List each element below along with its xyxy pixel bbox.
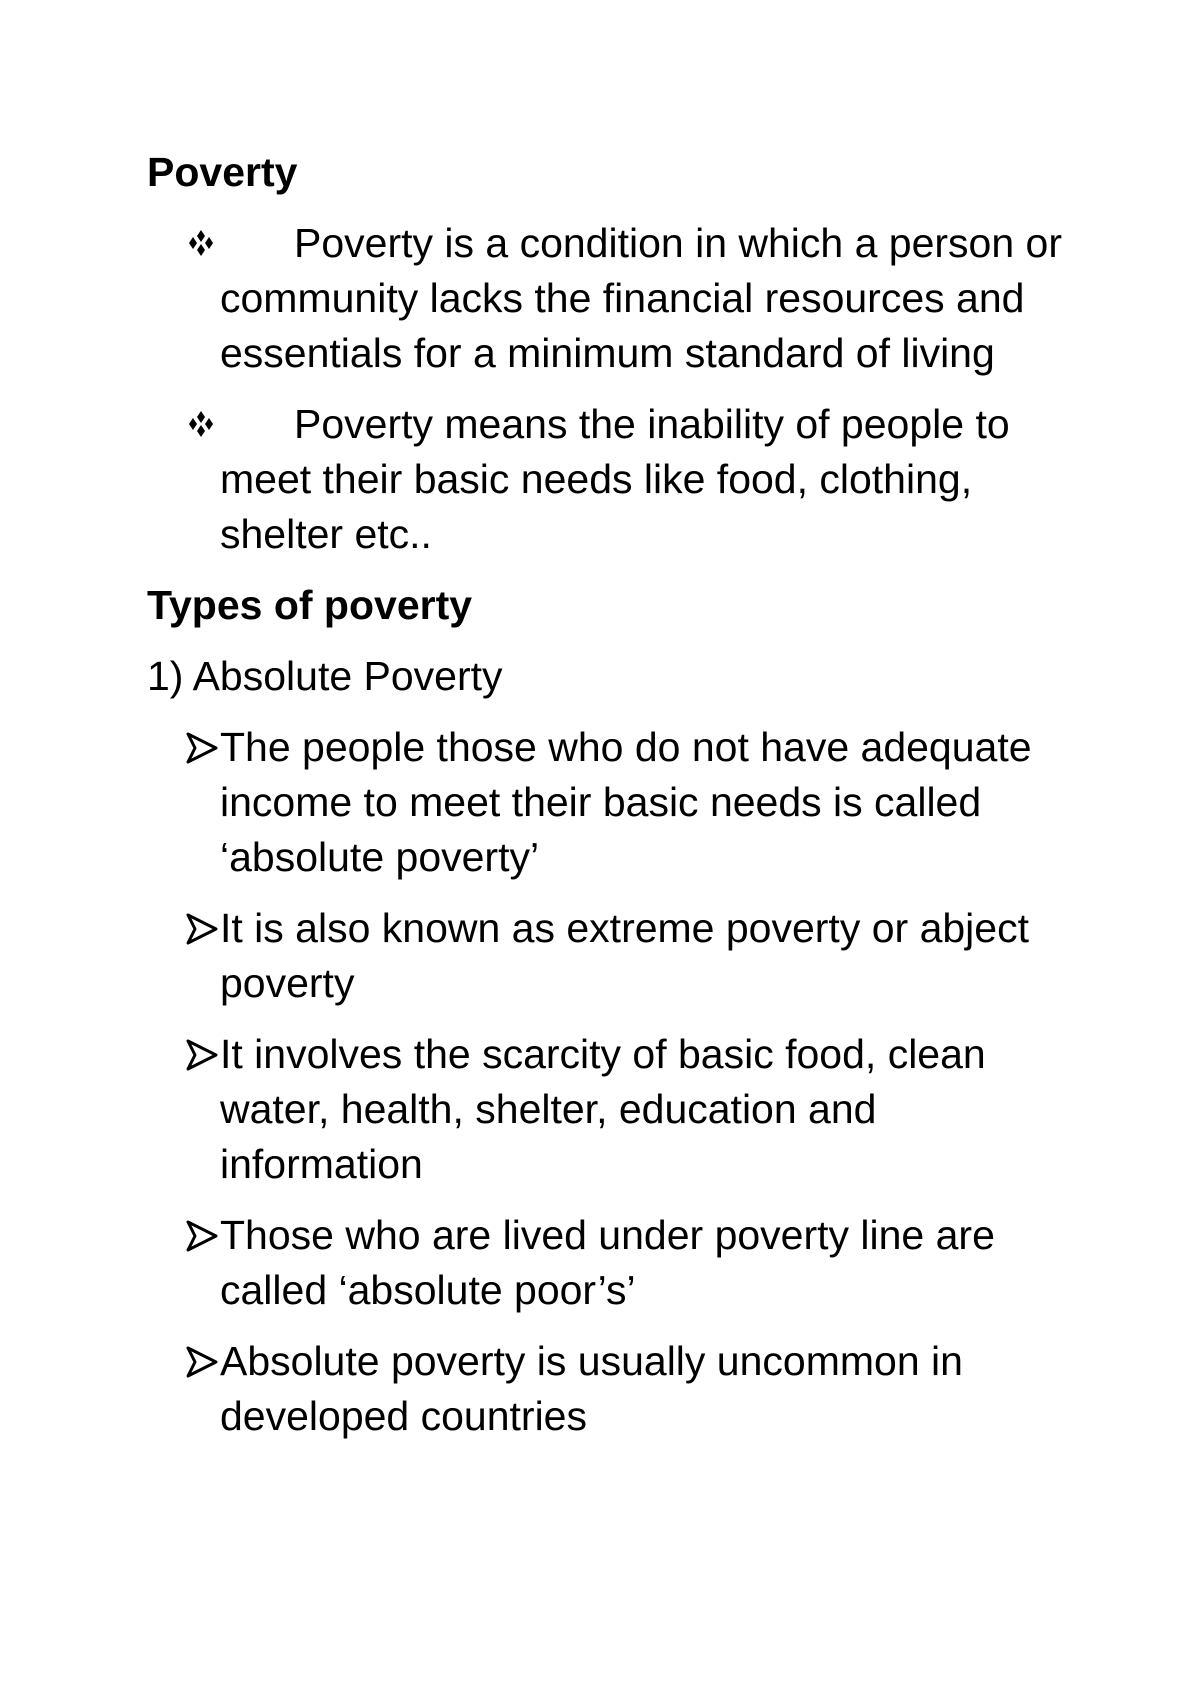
arrowhead-icon (185, 1208, 219, 1263)
document-page (147, 145, 1067, 1444)
list-item (147, 1334, 1067, 1444)
four-diamond-icon (185, 397, 217, 447)
list-item-text: Absolute poverty is usually uncommon in developed countries (220, 1338, 963, 1439)
definition-text: Poverty means the inability of people to meet their basic needs like food, clothing, shelter etc.. (220, 401, 1010, 557)
list-item (147, 1027, 1067, 1192)
arrowhead-icon (185, 720, 219, 775)
arrowhead-icon (185, 901, 219, 956)
four-diamond-icon (185, 216, 217, 266)
list-item (147, 720, 1067, 885)
definition-text: Poverty is a condition in which a person or community lacks the financial resources and essentials for a minimum standard of living (220, 220, 1063, 376)
list-item-text: It is also known as extreme poverty or abject poverty (220, 905, 1029, 1006)
list-item-text: It involves the scarcity of basic food, clean water, health, shelter, education and information (220, 1031, 986, 1187)
definition-item (147, 397, 1067, 562)
definition-item (147, 216, 1067, 381)
subheading-absolute-poverty: 1) Absolute Poverty (147, 653, 503, 699)
list-item-text: Those who are lived under poverty line are called ‘absolute poor’s’ (220, 1212, 995, 1313)
heading-poverty: Poverty (147, 149, 298, 195)
arrowhead-icon (185, 1334, 219, 1389)
arrowhead-icon (185, 1027, 219, 1082)
heading-types-of-poverty: Types of poverty (147, 582, 473, 628)
list-item-text: The people those who do not have adequate income to meet their basic needs is called ‘absolute poverty’ (220, 724, 1032, 880)
list-item (147, 1208, 1067, 1318)
list-item (147, 901, 1067, 1011)
